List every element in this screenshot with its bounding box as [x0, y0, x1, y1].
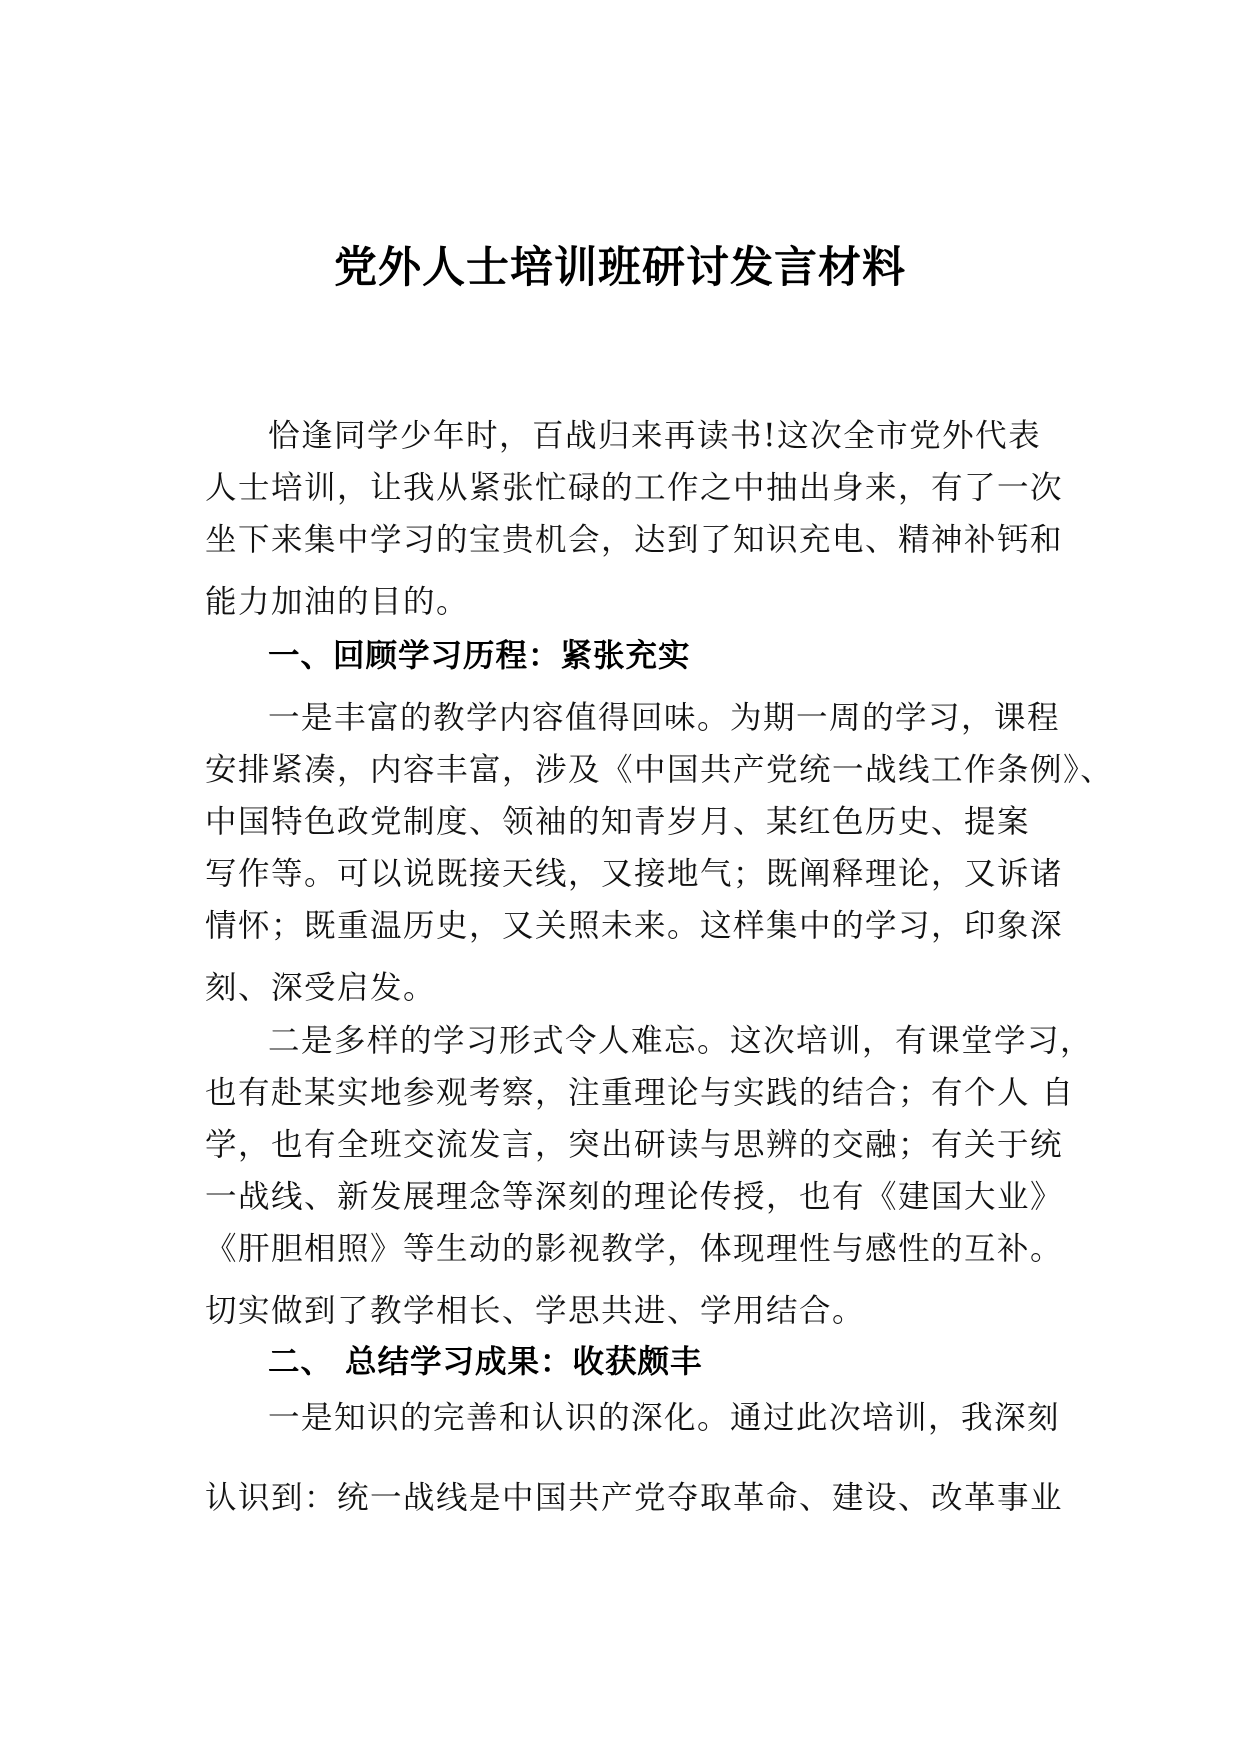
section-heading-review: 一、回顾学习历程：紧张充实 [268, 638, 691, 674]
paragraph-learning-forms [205, 1015, 1094, 1337]
paragraph-intro [205, 410, 1079, 628]
paragraph-line: 能力加油的目的。 [205, 584, 470, 620]
paragraph-line: 学，也有全班交流发言，突出研读与思辨的交融；有关于统 [205, 1127, 1064, 1163]
paragraph-line: 认识到：统一战线是中国共产党夺取革命、建设、改革事业 [205, 1480, 1064, 1516]
section-heading-results: 二、 总结学习成果：收获颇丰 [268, 1344, 703, 1380]
paragraph-line: 一是知识的完善和认识的深化。通过此次培训，我深刻 [268, 1400, 1061, 1436]
document-title: 党外人士培训班研讨发言材料 [334, 243, 906, 293]
paragraph-line: 一是丰富的教学内容值得回味。为期一周的学习，课程 [268, 700, 1061, 736]
paragraph-line: 情怀；既重温历史，又关照未来。这样集中的学习，印象深 [205, 908, 1064, 944]
paragraph-line: 一战线、新发展理念等深刻的理论传授，也有《建国大业》 [205, 1179, 1064, 1215]
paragraph-line: 中国特色政党制度、领袖的知青岁月、某红色历史、提案 [205, 804, 1031, 840]
paragraph-line: 人士培训，让我从紧张忙碌的工作之中抽出身来，有了一次 [205, 470, 1064, 506]
paragraph-line: 恰逢同学少年时，百战归来再读书!这次全市党外代表 [268, 418, 1042, 454]
paragraph-knowledge [205, 1392, 1079, 1524]
paragraph-line: 写作等。可以说既接天线，又接地气；既阐释理论，又诉诸 [205, 856, 1064, 892]
paragraph-line: 刻、深受启发。 [205, 970, 437, 1006]
paragraph-teaching-content [205, 692, 1114, 1014]
paragraph-line: 安排紧凑，内容丰富，涉及《中国共产党统一战线工作条例》、 [205, 752, 1114, 788]
paragraph-line: 也有赴某实地参观考察，注重理论与实践的结合；有个人 自 [205, 1075, 1075, 1111]
paragraph-line: 坐下来集中学习的宝贵机会，达到了知识充电、精神补钙和 [205, 522, 1064, 558]
paragraph-line: 二是多样的学习形式令人难忘。这次培训，有课堂学习， [268, 1023, 1094, 1059]
paragraph-line: 《肝胆相照》等生动的影视教学，体现理性与感性的互补。 [205, 1231, 1064, 1267]
paragraph-line: 切实做到了教学相长、学思共进、学用结合。 [205, 1293, 866, 1329]
